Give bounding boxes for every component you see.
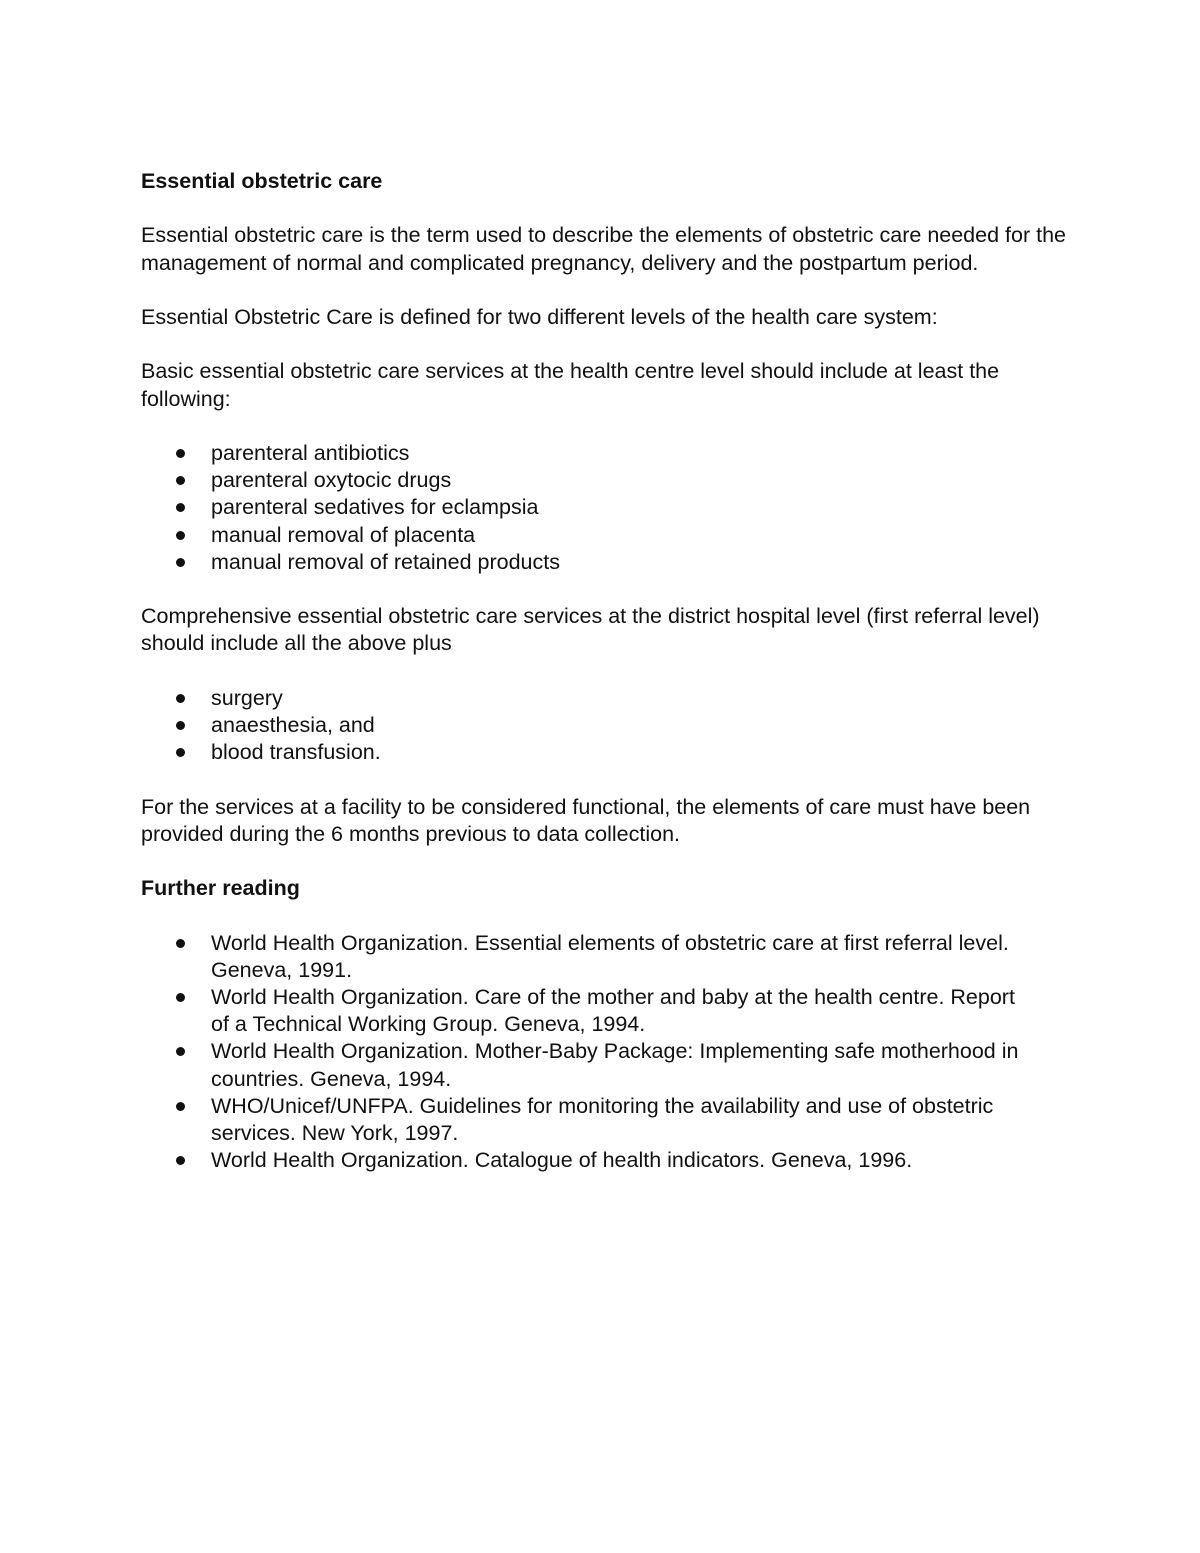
document-page (141, 168, 1071, 1174)
functional-note-paragraph: For the services at a facility to be considered functional, the elements of care must have been provided during the 6 months previous to data collection. (141, 794, 1031, 846)
document-title: Essential obstetric care (141, 169, 383, 193)
list-item (141, 685, 1071, 712)
bullet-icon (176, 1047, 185, 1056)
reference-item (141, 1093, 1071, 1147)
basic-care-list (141, 440, 1071, 576)
list-item-text: parenteral oxytocic drugs (211, 468, 452, 493)
levels-intro-paragraph: Essential Obstetric Care is defined for two different levels of the health care system: (141, 304, 938, 329)
list-item (141, 549, 1071, 576)
bullet-icon (176, 503, 185, 512)
intro-paragraph: Essential obstetric care is the term used to describe the elements of obstetric care needed for the management of normal and complicated pregnancy, delivery and the postpartum period. (141, 223, 1066, 275)
bullet-icon (176, 476, 185, 485)
list-item (141, 494, 1071, 521)
reference-item (141, 930, 1071, 984)
references-list (141, 930, 1071, 1175)
reference-text: World Health Organization. Catalogue of health indicators. Geneva, 1996. (211, 1148, 913, 1173)
comprehensive-intro-paragraph: Comprehensive essential obstetric care services at the district hospital level (first referral level) should include all the above plus (141, 604, 1040, 656)
list-item-text: parenteral sedatives for eclampsia (211, 495, 539, 520)
list-item-text: manual removal of placenta (211, 522, 476, 547)
reference-text: World Health Organization. Mother-Baby Package: Implementing safe motherhood in countries. Geneva, 1994. (211, 1039, 1019, 1091)
bullet-icon (176, 694, 185, 703)
list-item (141, 440, 1071, 467)
bullet-icon (176, 721, 185, 730)
bullet-icon (176, 993, 185, 1002)
list-item-text: parenteral antibiotics (211, 440, 410, 465)
bullet-icon (176, 531, 185, 540)
reference-text: WHO/Unicef/UNFPA. Guidelines for monitoring the availability and use of obstetric services. New York, 1997. (211, 1093, 994, 1145)
list-item (141, 739, 1071, 766)
list-item-text: anaesthesia, and (211, 712, 375, 737)
bullet-icon (176, 558, 185, 567)
list-item (141, 712, 1071, 739)
bullet-icon (176, 748, 185, 757)
list-item (141, 467, 1071, 494)
list-item-text: surgery (211, 685, 283, 710)
bullet-icon (176, 1102, 185, 1111)
reference-text: World Health Organization. Care of the mother and baby at the health centre. Report of a Technical Working Group. Geneva, 1994. (211, 984, 1015, 1037)
list-item-text: manual removal of retained products (211, 549, 560, 574)
reference-item (141, 1038, 1071, 1092)
reference-text: World Health Organization. Essential elements of obstetric care at first referral level. Geneva, 1991. (211, 930, 1009, 982)
basic-intro-paragraph: Basic essential obstetric care services at the health centre level should include at least the following: (141, 359, 1000, 411)
list-item-text: blood transfusion. (211, 740, 381, 765)
list-item (141, 522, 1071, 549)
further-reading-heading: Further reading (141, 876, 300, 901)
bullet-icon (176, 449, 185, 458)
reference-item (141, 984, 1071, 1038)
bullet-icon (176, 1156, 185, 1165)
bullet-icon (176, 939, 185, 948)
comprehensive-care-list (141, 685, 1071, 767)
reference-item (141, 1147, 1071, 1174)
